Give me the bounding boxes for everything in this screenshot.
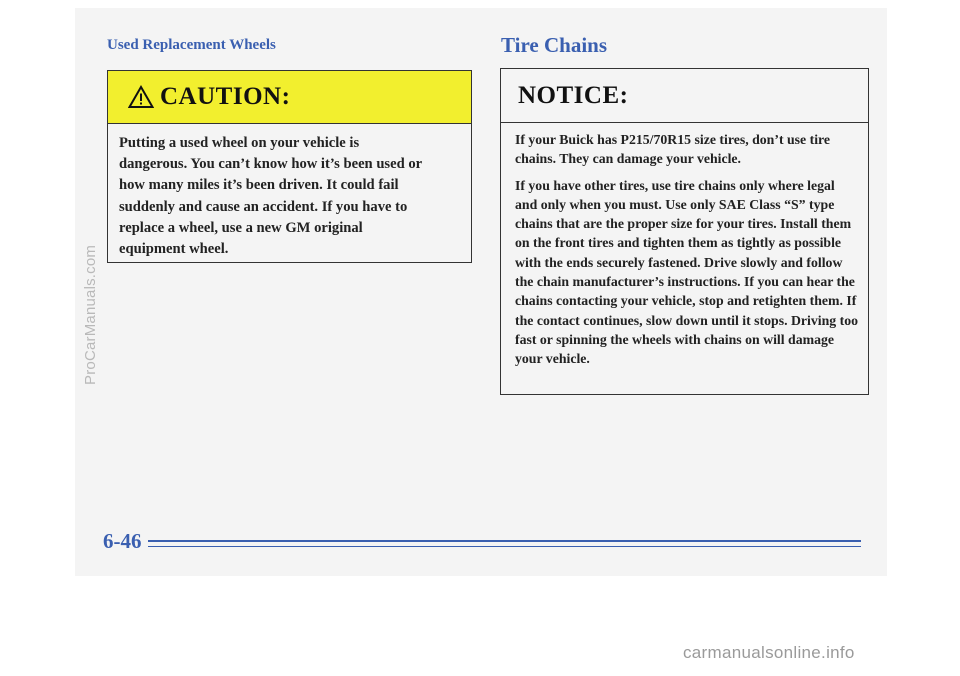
caution-line: how many miles it’s been driven. It could fail (119, 177, 399, 194)
caution-line: Putting a used wheel on your vehicle is (119, 135, 360, 151)
page-number: 6-46 (103, 529, 142, 553)
notice-title: NOTICE: (518, 81, 629, 109)
caution-header (108, 71, 471, 124)
notice-box (500, 68, 869, 395)
warning-triangle-icon (128, 85, 154, 109)
footer-watermark: carmanualsonline.info (683, 643, 855, 662)
side-watermark: ProCarManuals.com (82, 244, 99, 385)
caution-title: CAUTION: (160, 83, 291, 110)
caution-box (107, 70, 472, 263)
notice-header (501, 69, 868, 123)
tire-chains-heading: Tire Chains (501, 33, 608, 57)
used-wheels-heading: Used Replacement Wheels (107, 37, 276, 53)
caution-line: suddenly and cause an accident. If you have to (119, 198, 408, 215)
notice-body (515, 130, 860, 376)
footer-rule-thin (148, 546, 861, 547)
caution-line: equipment wheel. (119, 241, 229, 258)
caution-line: replace a wheel, use a new GM original (119, 219, 363, 236)
caution-text (119, 133, 464, 260)
notice-paragraph: If your Buick has P215/70R15 size tires, don’t use tire chains. They can damage your vehicle. (515, 132, 831, 167)
caution-line: dangerous. You can’t know how it’s been used or (119, 156, 423, 173)
notice-paragraph: If you have other tires, use tire chains only where legal and only when you must. Use only SAE Class “S” type chains that are the proper size for your tires. Install them on the front tires and tighten them as tightly as possible with the ends securely fastened. Drive slowly and follow the chain manufacturer’s instructions. If you can hear the chains contacting your vehicle, stop and retighten them. If the contact continues, slow down until it stops. Driving too fast or spinning the wheels with chains on will damage your vehicle. (515, 177, 859, 367)
footer-rule (148, 540, 861, 542)
